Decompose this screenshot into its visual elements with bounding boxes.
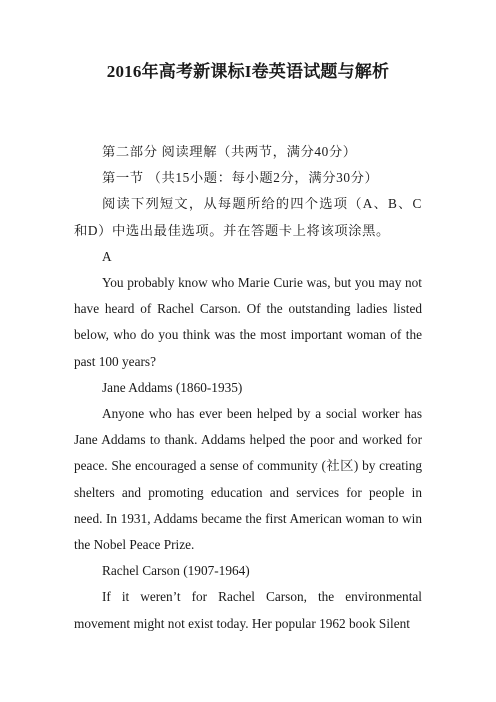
- passage-intro-paragraph: You probably know who Marie Curie was, but you may not have heard of Rachel Carson. Of the outstanding ladies listed below, who do you think was the most important woman of the past 100 years?: [74, 275, 422, 369]
- instructions-paragraph: 阅读下列短文，从每题所给的四个选项（A、B、C和D）中选出最佳选项。并在答题卡上将该项涂黑。: [74, 196, 422, 238]
- person-paragraph-carson: If it weren’t for Rachel Carson, the environmental movement might not exist today. Her popular 1962 book Silent: [74, 589, 422, 631]
- document-title: 2016年高考新课标I卷英语试题与解析: [106, 62, 390, 81]
- subsection-heading: 第一节 （共15小题：每小题2分，满分30分）: [102, 170, 379, 186]
- section-heading: 第二部分 阅读理解（共两节，满分40分）: [102, 144, 357, 159]
- passage-label: A: [102, 248, 112, 264]
- person-paragraph-addams: Anyone who has ever been helped by a social worker has Jane Addams to thank. Addams helped the poor and worked for peace. She encouraged a sense of community (社区) by creating shelters and promoting education and services for people in need. In 1931, Addams became the first American woman to win the Nobel Peace Prize.: [74, 406, 422, 553]
- person-heading-addams: Jane Addams (1860-1935): [102, 379, 243, 395]
- person-heading-carson: Rachel Carson (1907-1964): [102, 563, 250, 579]
- document-body: [74, 139, 422, 637]
